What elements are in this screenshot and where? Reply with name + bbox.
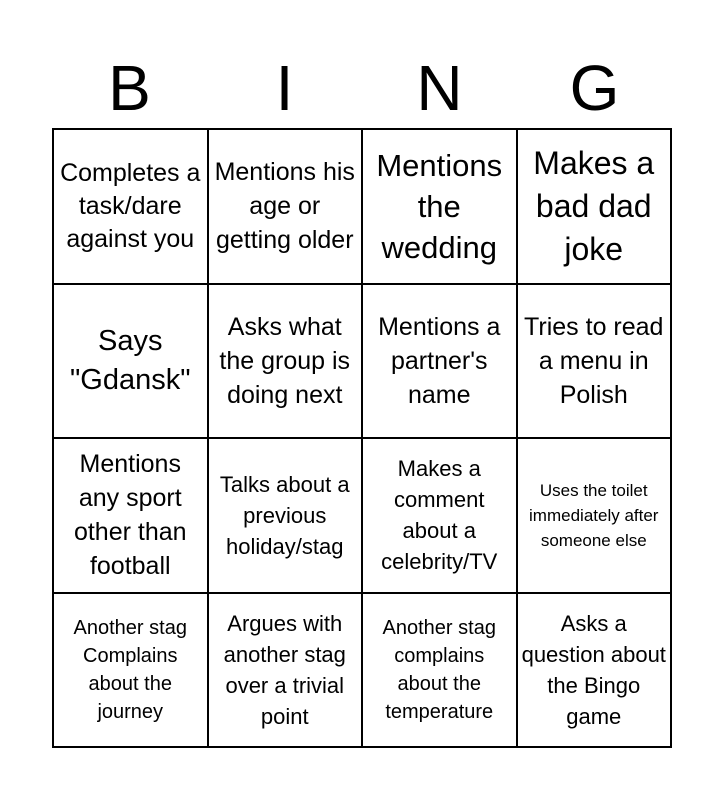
bingo-cell[interactable] <box>208 129 363 284</box>
bingo-cell[interactable] <box>517 438 672 593</box>
bingo-cell[interactable] <box>53 284 208 439</box>
bingo-cell-text: Mentions a partner's name <box>378 312 501 409</box>
bingo-cell-text: Asks a question about the Bingo game <box>521 610 666 729</box>
bingo-header <box>52 48 672 128</box>
bingo-cell-text: Completes a task/dare against you <box>60 158 201 253</box>
bingo-cell[interactable] <box>53 438 208 593</box>
bingo-cell-text: Mentions any sport other than football <box>73 450 187 581</box>
bingo-cell[interactable] <box>362 593 517 748</box>
header-letter-n: N <box>416 52 463 124</box>
bingo-cell-text: Argues with another stag over a trivial point <box>223 610 346 729</box>
bingo-cell[interactable] <box>517 284 672 439</box>
bingo-cell[interactable] <box>362 129 517 284</box>
bingo-cell[interactable] <box>53 593 208 748</box>
bingo-cell-text: Another stag complains about the temperature <box>382 616 496 723</box>
bingo-cell-text: Says "Gdansk" <box>69 324 191 396</box>
bingo-cell-text: Asks what the group is doing next <box>219 312 351 409</box>
header-letter-i: I <box>275 52 294 124</box>
bingo-cell-text: Makes a comment about a celebrity/TV <box>381 456 498 575</box>
bingo-cell[interactable] <box>517 593 672 748</box>
bingo-cell[interactable] <box>362 284 517 439</box>
bingo-cell[interactable] <box>53 129 208 284</box>
bingo-cell[interactable] <box>208 284 363 439</box>
bingo-cell[interactable] <box>208 593 363 748</box>
header-letter-g: G <box>569 52 620 124</box>
bingo-cell[interactable] <box>517 129 672 284</box>
bingo-cell-text: Mentions his age or getting older <box>214 158 355 255</box>
bingo-cell-text: Tries to read a menu in Polish <box>524 312 664 409</box>
bingo-card <box>52 128 672 748</box>
bingo-cell-text: Makes a bad dad joke <box>533 144 655 267</box>
header-letter-b: B <box>108 52 151 124</box>
bingo-cell[interactable] <box>208 438 363 593</box>
bingo-cell-text: Mentions the wedding <box>376 147 503 265</box>
bingo-cell[interactable] <box>362 438 517 593</box>
bingo-cell-text: Talks about a previous holiday/stag <box>219 471 350 559</box>
bingo-cell-text: Another stag Complains about the journey <box>73 616 187 723</box>
bingo-cell-text: Uses the toilet immediately after someone else <box>529 480 659 550</box>
